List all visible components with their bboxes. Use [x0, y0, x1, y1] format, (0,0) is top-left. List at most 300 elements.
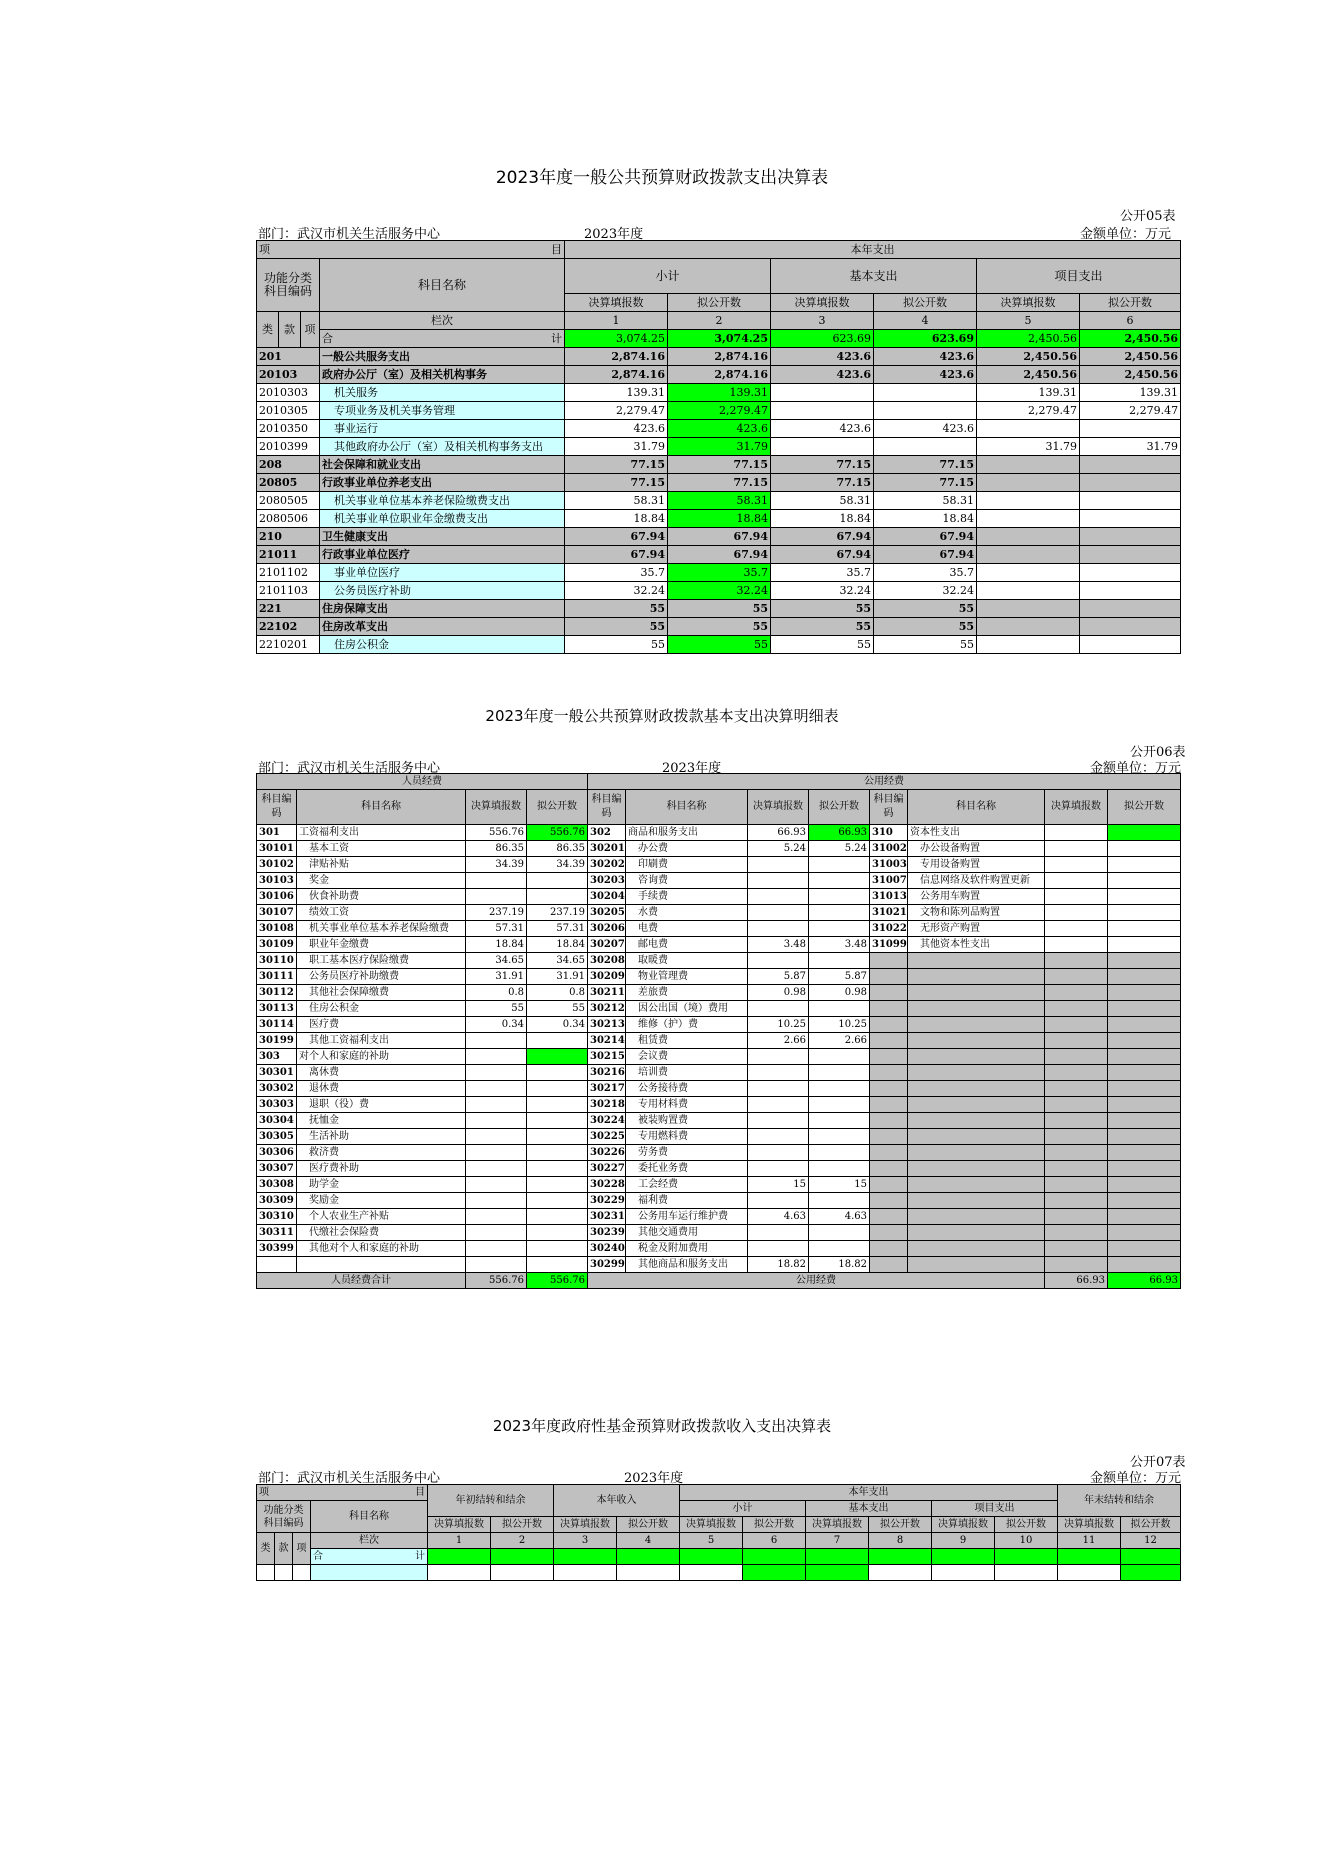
t1-row-name: 一般公共服务支出 — [320, 348, 565, 366]
t1-row-value: 77.15 — [771, 456, 874, 474]
t3-total-cell — [554, 1549, 617, 1565]
t2-row-code: 30199 — [257, 1033, 297, 1049]
t2-row-code: 30399 — [257, 1241, 297, 1257]
t1-total-cell: 2,450.56 — [1080, 330, 1181, 348]
t3-col-num: 3 — [554, 1533, 617, 1549]
t2-row-name: 离休费 — [297, 1065, 466, 1081]
t1-row-name: 行政事业单位医疗 — [320, 546, 565, 564]
t1-row — [257, 474, 1181, 492]
t2-empty-cell — [870, 1177, 908, 1193]
t2-row-name: 退职（役）费 — [297, 1097, 466, 1113]
t2-row — [257, 921, 1181, 937]
t1-h-js: 决算填报数 — [565, 294, 668, 312]
t2-h-name: 科目名称 — [908, 790, 1045, 825]
t1-row-value: 55 — [565, 600, 668, 618]
t3-h-xiaoji: 小计 — [680, 1501, 806, 1517]
t1-row-name: 卫生健康支出 — [320, 528, 565, 546]
t2-row-name: 商品和服务支出 — [626, 825, 748, 841]
t1-row-name: 政府办公厅（室）及相关机构事务 — [320, 366, 565, 384]
t3-h-ng: 拟公开数 — [869, 1517, 932, 1533]
t2-empty-cell — [1108, 1209, 1181, 1225]
t2-row-js — [1045, 889, 1108, 905]
t3-empty-cell — [311, 1565, 428, 1581]
t1-row — [257, 582, 1181, 600]
t3-col-num: 10 — [995, 1533, 1058, 1549]
t2-empty-cell — [870, 1257, 908, 1273]
t3-total-cell — [932, 1549, 995, 1565]
t2-row — [257, 1001, 1181, 1017]
t2-row-ng — [527, 1097, 588, 1113]
t2-row-code: 30207 — [588, 937, 626, 953]
t2-row-name: 培训费 — [626, 1065, 748, 1081]
t2-code: 公开06表 — [1130, 745, 1186, 760]
t1-row-value: 35.7 — [874, 564, 977, 582]
t1-row-value: 55 — [771, 618, 874, 636]
t2-row-js: 3.48 — [748, 937, 809, 953]
t1-row-value: 32.24 — [668, 582, 771, 600]
t1-row — [257, 348, 1181, 366]
t1-row-value: 58.31 — [565, 492, 668, 510]
t2-row-ng — [809, 1049, 870, 1065]
t2-row-js — [748, 1097, 809, 1113]
t1-row — [257, 420, 1181, 438]
t2-row-name: 无形资产购置 — [908, 921, 1045, 937]
t2-empty-cell — [1108, 1177, 1181, 1193]
t2-row-code: 30224 — [588, 1113, 626, 1129]
t2-empty-cell — [1045, 1161, 1108, 1177]
t2-row-code: 30103 — [257, 873, 297, 889]
t1-row-value: 32.24 — [874, 582, 977, 600]
t2-empty-cell — [1108, 1081, 1181, 1097]
t2-row-name: 生活补助 — [297, 1129, 466, 1145]
t3-title: 2023年度政府性基金预算财政拨款收入支出决算表 — [492, 1417, 832, 1435]
t3-empty-cell — [275, 1565, 293, 1581]
t1-row-value: 77.15 — [565, 456, 668, 474]
t2-row-js: 15 — [748, 1177, 809, 1193]
t2-h-ng: 拟公开数 — [809, 790, 870, 825]
t2-h-ng: 拟公开数 — [527, 790, 588, 825]
t2-row-name: 办公设备购置 — [908, 841, 1045, 857]
t2-row-code: 30108 — [257, 921, 297, 937]
t2-row-js — [748, 953, 809, 969]
t1-row-value: 55 — [668, 618, 771, 636]
t2-row-ng: 556.76 — [527, 825, 588, 841]
t1-row-name: 住房保障支出 — [320, 600, 565, 618]
t2-row-js — [748, 921, 809, 937]
t1-table — [256, 240, 1181, 654]
t2-empty-cell — [1108, 1097, 1181, 1113]
t2-row-ng — [809, 1081, 870, 1097]
t2-row-js: 4.63 — [748, 1209, 809, 1225]
t1-h-xiaoji: 小计 — [565, 259, 771, 294]
t2-row-name: 资本性支出 — [908, 825, 1045, 841]
t3-empty-cell — [293, 1565, 311, 1581]
t2-row-name: 会议费 — [626, 1049, 748, 1065]
t2-empty-cell — [1045, 1033, 1108, 1049]
t2-row-js: 31.91 — [466, 969, 527, 985]
t2-total-ry-ng: 556.76 — [527, 1273, 588, 1289]
t3-year: 2023年度 — [624, 1471, 684, 1486]
t3-total-cell — [1121, 1549, 1181, 1565]
t1-row-value — [977, 420, 1080, 438]
t1-row-value: 2,279.47 — [565, 402, 668, 420]
t1-row-value: 31.79 — [668, 438, 771, 456]
t1-row-value — [1080, 492, 1181, 510]
t1-row-value: 2,450.56 — [977, 366, 1080, 384]
t2-row-name: 租赁费 — [626, 1033, 748, 1049]
t2-row-js — [466, 1241, 527, 1257]
t3-h-jiben: 基本支出 — [806, 1501, 932, 1517]
t2-row-ng: 0.98 — [809, 985, 870, 1001]
t1-row-value — [1080, 564, 1181, 582]
t2-row-name: 公务用车购置 — [908, 889, 1045, 905]
t1-title: 2023年度一般公共预算财政拨款支出决算表 — [495, 168, 829, 188]
t2-row-code: 30205 — [588, 905, 626, 921]
t2-empty-cell — [908, 1129, 1045, 1145]
t3-h-js: 决算填报数 — [680, 1517, 743, 1533]
t2-row-code: 30226 — [588, 1145, 626, 1161]
t1-total-cell: 623.69 — [771, 330, 874, 348]
t2-row-code: 31022 — [870, 921, 908, 937]
t2-row-ng — [1108, 841, 1181, 857]
t2-row — [257, 969, 1181, 985]
t2-row-name: 其他社会保障缴费 — [297, 985, 466, 1001]
t2-row-js: 10.25 — [748, 1017, 809, 1033]
t2-row-js: 237.19 — [466, 905, 527, 921]
t2-row-js — [466, 1065, 527, 1081]
t1-row-value: 55 — [668, 636, 771, 654]
t2-empty-cell — [1045, 1241, 1108, 1257]
t2-row — [257, 1097, 1181, 1113]
t2-row-code: 30240 — [588, 1241, 626, 1257]
t2-row-js: 5.24 — [748, 841, 809, 857]
t2-row-ng: 18.82 — [809, 1257, 870, 1273]
t2-row-name: 委托业务费 — [626, 1161, 748, 1177]
t2-row-js: 0.98 — [748, 985, 809, 1001]
t1-row — [257, 366, 1181, 384]
t2-row-code: 30309 — [257, 1193, 297, 1209]
t1-row-code: 21011 — [257, 546, 320, 564]
t3-h-nmjz: 年末结转和结余 — [1058, 1485, 1181, 1517]
t2-row-ng: 5.87 — [809, 969, 870, 985]
t1-row — [257, 600, 1181, 618]
t2-row-code: 30109 — [257, 937, 297, 953]
t2-row — [257, 1225, 1181, 1241]
t2-row-name: 抚恤金 — [297, 1113, 466, 1129]
t2-row-ng: 34.39 — [527, 857, 588, 873]
t1-row-value: 35.7 — [771, 564, 874, 582]
t1-row-name: 事业运行 — [320, 420, 565, 438]
t1-total-label: 合 计 — [320, 330, 565, 348]
t2-row-code: 30216 — [588, 1065, 626, 1081]
t2-row-name: 公务用车运行维护费 — [626, 1209, 748, 1225]
t2-row-code: 30206 — [588, 921, 626, 937]
t3-empty-cell — [995, 1565, 1058, 1581]
t2-row-code: 30228 — [588, 1177, 626, 1193]
t3-empty-cell — [1058, 1565, 1121, 1581]
t3-total-cell — [806, 1549, 869, 1565]
t2-row-code: 30211 — [588, 985, 626, 1001]
t2-empty-cell — [908, 1065, 1045, 1081]
t2-row-js — [466, 1193, 527, 1209]
t1-row-value: 2,874.16 — [565, 366, 668, 384]
t2-empty-cell — [1045, 1257, 1108, 1273]
t2-total-ry-js: 556.76 — [466, 1273, 527, 1289]
t1-row-value: 423.6 — [565, 420, 668, 438]
t2-row-ng — [527, 1257, 588, 1273]
t2-row-ng — [1108, 857, 1181, 873]
t2-row-code: 30201 — [588, 841, 626, 857]
t1-row-value: 55 — [874, 600, 977, 618]
t2-row — [257, 1049, 1181, 1065]
t2-row — [257, 1033, 1181, 1049]
t2-row-js: 18.82 — [748, 1257, 809, 1273]
t2-empty-cell — [1045, 1017, 1108, 1033]
t3-total-cell — [617, 1549, 680, 1565]
t1-row-value: 35.7 — [565, 564, 668, 582]
t3-col-num: 8 — [869, 1533, 932, 1549]
t2-row-code: 30208 — [588, 953, 626, 969]
t2-row-js — [748, 1129, 809, 1145]
t1-row-value: 423.6 — [771, 366, 874, 384]
t2-row-js — [1045, 921, 1108, 937]
t1-row-code: 2210201 — [257, 636, 320, 654]
t2-row-js — [748, 1049, 809, 1065]
t1-row-value — [977, 456, 1080, 474]
t3-unit: 金额单位：万元 — [1090, 1471, 1182, 1486]
t1-row-value: 423.6 — [668, 420, 771, 438]
t2-row-ng — [1108, 905, 1181, 921]
t2-empty-cell — [870, 1193, 908, 1209]
t1-row-code: 2010305 — [257, 402, 320, 420]
t3-empty-cell — [491, 1565, 554, 1581]
t2-row-name: 住房公积金 — [297, 1001, 466, 1017]
t1-row-code: 22102 — [257, 618, 320, 636]
t2-row-name: 助学金 — [297, 1177, 466, 1193]
t1-row-code: 2010399 — [257, 438, 320, 456]
t2-row-js — [748, 873, 809, 889]
t2-row-code: 30102 — [257, 857, 297, 873]
t2-row-name: 公务接待费 — [626, 1081, 748, 1097]
t2-row-name: 其他对个人和家庭的补助 — [297, 1241, 466, 1257]
t2-row — [257, 1177, 1181, 1193]
t2-row-ng — [809, 889, 870, 905]
t1-row-name: 机关事业单位职业年金缴费支出 — [320, 510, 565, 528]
t2-row-name: 被装购置费 — [626, 1113, 748, 1129]
t1-total-cell: 3,074.25 — [668, 330, 771, 348]
t2-row-name: 其他交通费用 — [626, 1225, 748, 1241]
t2-row-js — [466, 1209, 527, 1225]
t2-row-name: 机关事业单位基本养老保险缴费 — [297, 921, 466, 937]
t1-row-value: 67.94 — [565, 546, 668, 564]
t2-row-code: 31021 — [870, 905, 908, 921]
t2-row — [257, 1017, 1181, 1033]
t1-row — [257, 456, 1181, 474]
t2-row-code: 30202 — [588, 857, 626, 873]
t2-row-ng — [1108, 889, 1181, 905]
t1-h-xiang: 项 — [301, 312, 320, 348]
t2-row-js: 86.35 — [466, 841, 527, 857]
t2-row-code: 30204 — [588, 889, 626, 905]
t2-row-ng — [527, 1161, 588, 1177]
t2-row-js — [748, 1081, 809, 1097]
t2-row — [257, 825, 1181, 841]
t2-row-js — [1045, 857, 1108, 873]
t1-row-name: 专项业务及机关事务管理 — [320, 402, 565, 420]
t1-row-value: 31.79 — [977, 438, 1080, 456]
t2-row-code: 30305 — [257, 1129, 297, 1145]
t2-row-name: 咨询费 — [626, 873, 748, 889]
t2-row-name: 代缴社会保险费 — [297, 1225, 466, 1241]
t1-row-code: 201 — [257, 348, 320, 366]
t2-row-name: 劳务费 — [626, 1145, 748, 1161]
t2-row-js — [748, 1161, 809, 1177]
t1-row-value — [977, 492, 1080, 510]
t2-row-js — [748, 1065, 809, 1081]
t2-row-code: 30114 — [257, 1017, 297, 1033]
t1-row — [257, 564, 1181, 582]
t2-row — [257, 1241, 1181, 1257]
t2-empty-cell — [870, 1225, 908, 1241]
t2-row-ng — [527, 1049, 588, 1065]
t2-h-code: 科目编码 — [257, 790, 297, 825]
t2-empty-cell — [870, 953, 908, 969]
t1-row-value — [1080, 636, 1181, 654]
t1-row-value: 67.94 — [874, 546, 977, 564]
t3-col-num: 6 — [743, 1533, 806, 1549]
t1-h-ng: 拟公开数 — [668, 294, 771, 312]
t2-row-code: 30225 — [588, 1129, 626, 1145]
t3-h-js: 决算填报数 — [428, 1517, 491, 1533]
t2-row-ng — [809, 1129, 870, 1145]
t1-row-code: 2101102 — [257, 564, 320, 582]
t2-row-js — [466, 1257, 527, 1273]
t2-empty-cell — [870, 1065, 908, 1081]
t2-row-js: 18.84 — [466, 937, 527, 953]
t2-empty-cell — [1045, 1001, 1108, 1017]
t2-h-ry: 人员经费 — [257, 774, 588, 790]
t1-h-lanci: 栏次 — [320, 312, 565, 330]
t2-empty-cell — [908, 1177, 1045, 1193]
t2-row-ng — [809, 905, 870, 921]
t3-empty-cell — [428, 1565, 491, 1581]
t1-row-value: 58.31 — [874, 492, 977, 510]
t3-h-xiang: 项 — [293, 1533, 311, 1565]
t3-empty-cell — [869, 1565, 932, 1581]
t1-row-value: 2,450.56 — [977, 348, 1080, 366]
t2-row-js — [466, 1049, 527, 1065]
t1-row-name: 公务员医疗补助 — [320, 582, 565, 600]
t2-row-js — [1045, 937, 1108, 953]
t2-row-js — [1045, 825, 1108, 841]
t2-total-gy-js: 66.93 — [1045, 1273, 1108, 1289]
t2-row-code: 30229 — [588, 1193, 626, 1209]
t2-empty-cell — [1045, 985, 1108, 1001]
t2-row-code: 302 — [588, 825, 626, 841]
t3-total-label: 合 计 — [311, 1549, 428, 1565]
t1-row — [257, 546, 1181, 564]
t2-empty-cell — [1108, 1033, 1181, 1049]
t1-row-value — [771, 438, 874, 456]
t1-row-value: 58.31 — [668, 492, 771, 510]
t2-row-ng — [809, 1145, 870, 1161]
t3-h-js: 决算填报数 — [806, 1517, 869, 1533]
t1-row-value: 2,450.56 — [1080, 348, 1181, 366]
t2-row-code: 30307 — [257, 1161, 297, 1177]
t2-row-name: 对个人和家庭的补助 — [297, 1049, 466, 1065]
t2-row-ng — [1108, 937, 1181, 953]
t2-row-ng: 55 — [527, 1001, 588, 1017]
t1-row-value: 139.31 — [977, 384, 1080, 402]
t2-empty-cell — [870, 1241, 908, 1257]
t1-total-cell: 3,074.25 — [565, 330, 668, 348]
t2-row-ng — [527, 889, 588, 905]
t2-row — [257, 1065, 1181, 1081]
t2-row-ng — [527, 1065, 588, 1081]
t2-row-ng — [1108, 825, 1181, 841]
t2-row-js: 0.8 — [466, 985, 527, 1001]
t2-empty-cell — [1108, 1065, 1181, 1081]
t2-row-code: 30299 — [588, 1257, 626, 1273]
t1-row-value: 2,279.47 — [977, 402, 1080, 420]
t2-row-js: 556.76 — [466, 825, 527, 841]
t2-empty-cell — [1045, 1129, 1108, 1145]
t2-row-code: 30218 — [588, 1097, 626, 1113]
t2-row-code: 30311 — [257, 1225, 297, 1241]
t1-col-num: 1 — [565, 312, 668, 330]
t3-h-ng: 拟公开数 — [491, 1517, 554, 1533]
t2-empty-cell — [908, 969, 1045, 985]
t3-h-name: 科目名称 — [311, 1501, 428, 1533]
t2-row-name: 其他工资福利支出 — [297, 1033, 466, 1049]
t2-row-code: 30215 — [588, 1049, 626, 1065]
t1-row-value — [874, 402, 977, 420]
t2-row-code: 30209 — [588, 969, 626, 985]
t1-row-value: 18.84 — [565, 510, 668, 528]
t1-col-num: 5 — [977, 312, 1080, 330]
t1-row-value — [1080, 600, 1181, 618]
t2-empty-cell — [870, 1129, 908, 1145]
t1-row-value: 139.31 — [565, 384, 668, 402]
t2-row-code: 30101 — [257, 841, 297, 857]
t2-row-name: 信息网络及软件购置更新 — [908, 873, 1045, 889]
t2-empty-cell — [1108, 1049, 1181, 1065]
t1-row-value: 55 — [874, 636, 977, 654]
t1-h-js: 决算填报数 — [771, 294, 874, 312]
t2-row-name: 职业年金缴费 — [297, 937, 466, 953]
t2-row — [257, 1113, 1181, 1129]
t1-row-value — [1080, 618, 1181, 636]
t2-row-ng — [527, 1113, 588, 1129]
t3-col-num: 11 — [1058, 1533, 1121, 1549]
t1-row-code: 2010350 — [257, 420, 320, 438]
t1-row-value: 77.15 — [668, 456, 771, 474]
t3-empty-cell — [617, 1565, 680, 1581]
t2-empty-cell — [908, 1225, 1045, 1241]
t2-row-name: 救济费 — [297, 1145, 466, 1161]
t3-h-lei: 类 — [257, 1533, 275, 1565]
t2-row-js: 5.87 — [748, 969, 809, 985]
t1-h-ng: 拟公开数 — [1080, 294, 1181, 312]
t1-row-value — [874, 438, 977, 456]
t2-row — [257, 1145, 1181, 1161]
t3-empty-cell — [257, 1565, 275, 1581]
t3-empty-cell — [554, 1565, 617, 1581]
t1-row-value — [977, 510, 1080, 528]
t2-empty-cell — [870, 1049, 908, 1065]
t1-row — [257, 618, 1181, 636]
t2-row-ng — [527, 1193, 588, 1209]
